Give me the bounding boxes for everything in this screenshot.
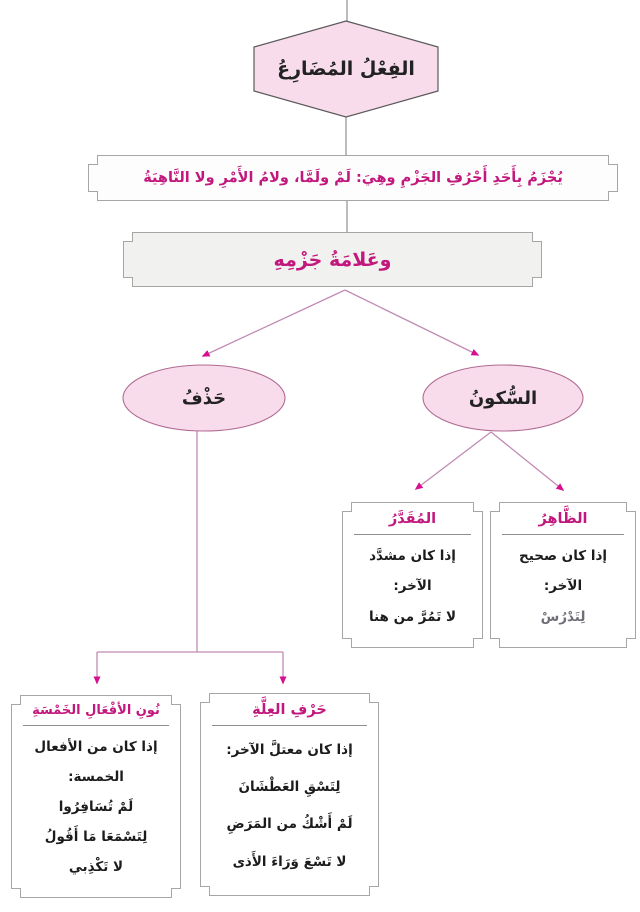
card-line: إذا كان صحيح: [518, 547, 608, 564]
card-line: لِتَسْقِ العَطْشَانَ: [238, 779, 341, 796]
card-line: الآخر:: [543, 578, 583, 595]
card-line: لَمْ أَشْكُ من المَرَضِ: [226, 816, 353, 833]
jussive-particles-box: [88, 155, 618, 201]
card-thahir: [490, 502, 636, 648]
corner-notch: [608, 191, 618, 201]
card-line: لَمْ تُسَافِرُوا: [58, 798, 134, 815]
card-line: لِتَدْرُسْ: [540, 608, 586, 625]
card-body: [347, 535, 478, 641]
card-line: إذا كان مشدَّد: [369, 547, 456, 564]
card-body: [205, 726, 374, 889]
card-body: [495, 535, 631, 641]
jussive-particles-text: يُجْزَمُ بِأَحَدِ أَحْرُفِ الجَزْمِ وهِيَ: لَمْ ولَمَّا، ولامُ الأَمْرِ ولا النَّاهِيَةُ: [143, 170, 563, 186]
card-title: حَرْفِ العِلَّةِ: [252, 702, 327, 718]
card-line: لا تَسْعَ وَرَاءَ الأَذى: [232, 853, 347, 870]
arrow-to-muqaddar-card: [416, 432, 491, 489]
card-title: الظَّاهِرُ: [538, 511, 588, 527]
corner-notch: [532, 277, 542, 287]
hathf-node-label: حَذْفُ: [181, 387, 227, 409]
card-line: لِتَسْمَعَا مَا أَقُولُ: [44, 828, 148, 845]
card-line: لا تَكْذِبي: [68, 859, 124, 876]
root-node-label: الفِعْلُ المُضَارِعُ: [277, 58, 415, 80]
branch-to-sukoon: [345, 290, 478, 355]
corner-notch: [88, 191, 98, 201]
card-line: الخمسة:: [68, 768, 124, 785]
card-line: إذا كان من الأفعال: [34, 738, 158, 755]
corner-notch: [608, 155, 618, 165]
card-harf-illa: [200, 693, 379, 896]
card-title: نُونِ الأفْعَالِ الخَمْسَةِ: [32, 703, 160, 718]
branch-to-hathf: [203, 290, 345, 356]
card-title: المُقَدَّرُ: [388, 511, 437, 527]
corner-notch: [532, 232, 542, 242]
arrow-to-thahir-card: [491, 432, 563, 490]
corner-notch: [123, 277, 133, 287]
card-line: إذا كان معتلَّ الآخر:: [226, 741, 353, 758]
card-line: لا تَمُرَّ من هنا: [368, 608, 457, 625]
card-noon-khamsa: [11, 695, 181, 898]
jussive-sign-text: وعَلامَةُ جَزْمِهِ: [273, 248, 392, 271]
corner-notch: [123, 232, 133, 242]
sukoon-node-label: السُّكونُ: [468, 387, 538, 409]
card-line: الآخر:: [393, 578, 432, 595]
jussive-sign-box: [123, 232, 542, 287]
card-muqaddar: [342, 502, 483, 648]
corner-notch: [88, 155, 98, 165]
card-body: [16, 726, 176, 891]
